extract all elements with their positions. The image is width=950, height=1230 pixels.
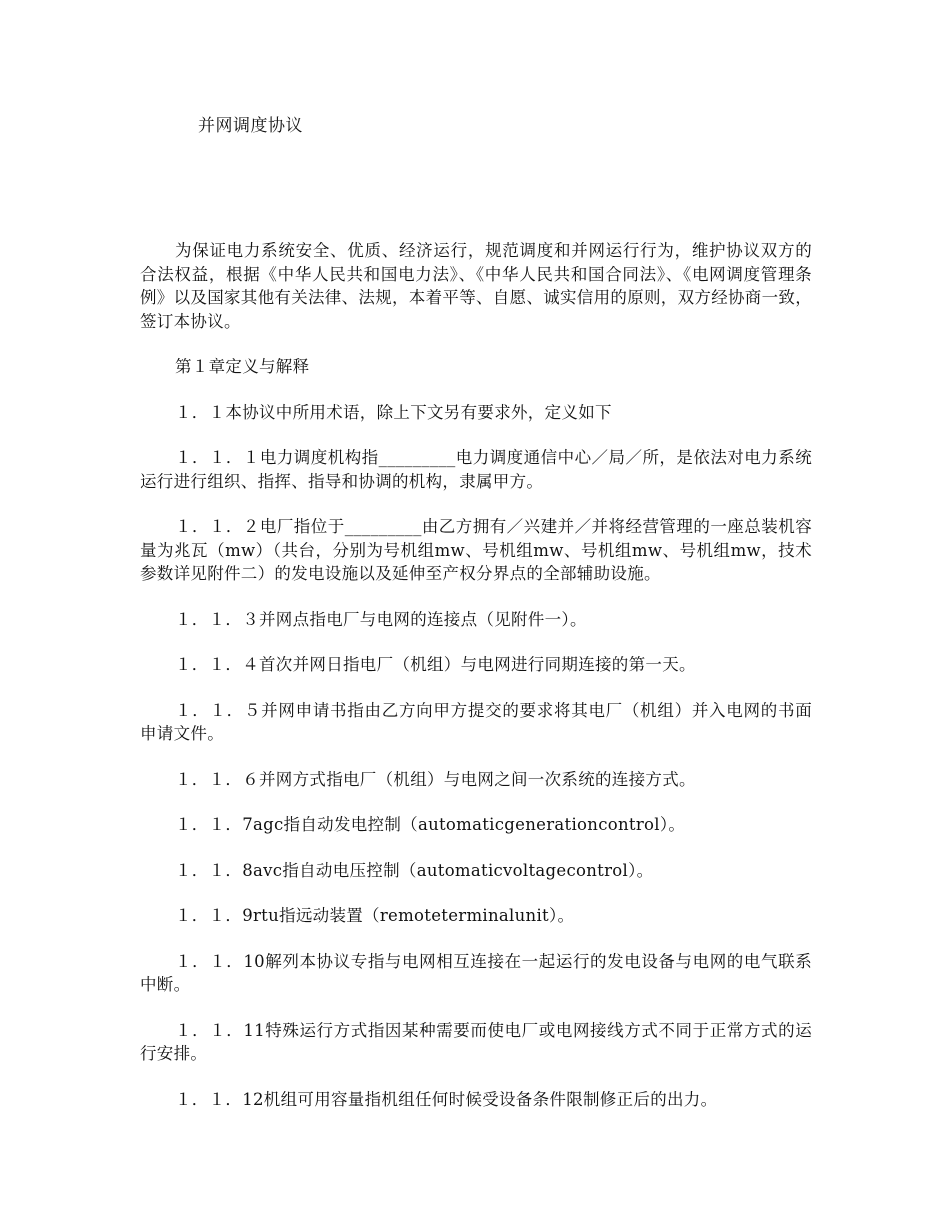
- clause-1-1-4: １．１．４首次并网日指电厂（机组）与电网进行同期连接的第一天。: [175, 655, 696, 674]
- clause-1-1: １．１本协议中所用术语，除上下文另有要求外，定义如下: [175, 402, 612, 422]
- clause-1-1-8: １．１．8avc指自动电压控制（automaticvoltagecontrol）。: [175, 860, 654, 880]
- chapter-heading: 第１章定义与解释: [175, 357, 310, 376]
- clause-1-1-12: １．１．12机组可用容量指机组任何时候受设备条件限制修正后的出力。: [175, 1089, 718, 1109]
- clause-1-1-10: １．１．10解列本协议专指与电网相互连接在一起运行的发电设备与电网的电气联系中断。: [140, 951, 812, 994]
- clause-1-1-2: １．１．２电厂指位于_________由乙方拥有／兴建并／并将经营管理的一座总装机容量为兆瓦（mw）（共台，分别为号机组mw、号机组mw、号机组mw、号机组mw，技术参数详见附件二）的发电设施以及延伸至产权分界点的全部辅助设施。: [140, 517, 812, 583]
- clause-1-1-9: １．１．9rtu指远动装置（remoteterminalunit）。: [175, 906, 575, 925]
- clause-1-1-3: １．１．３并网点指电厂与电网的连接点（见附件一）。: [175, 609, 587, 629]
- clause-1-1-6: １．１．６并网方式指电厂（机组）与电网之间一次系统的连接方式。: [175, 769, 696, 789]
- document-title: 并网调度协议: [198, 116, 303, 136]
- clause-1-1-7: １．１．7agc指自动发电控制（automaticgenerationcontrol）。: [175, 815, 686, 834]
- clause-1-1-5: １．１．５并网申请书指由乙方向甲方提交的要求将其电厂（机组）并入电网的书面申请文件。: [140, 700, 812, 743]
- document-body: [140, 239, 812, 1133]
- clause-1-1-1: １．１．１电力调度机构指_________电力调度通信中心／局／所，是依法对电力系统运行进行组织、指挥、指导和协调的机构，隶属甲方。: [140, 448, 812, 491]
- preamble-paragraph: 为保证电力系统安全、优质、经济运行，规范调度和并网运行行为，维护协议双方的合法权益，根据《中华人民共和国电力法》、《中华人民共和国合同法》、《电网调度管理条例》以及国家其他有关法律、法规，本着平等、自愿、诚实信用的原则，双方经协商一致，签订本协议。: [140, 241, 812, 331]
- clause-1-1-11: １．１．11特殊运行方式指因某种需要而使电厂或电网接线方式不同于正常方式的运行安排。: [140, 1020, 812, 1063]
